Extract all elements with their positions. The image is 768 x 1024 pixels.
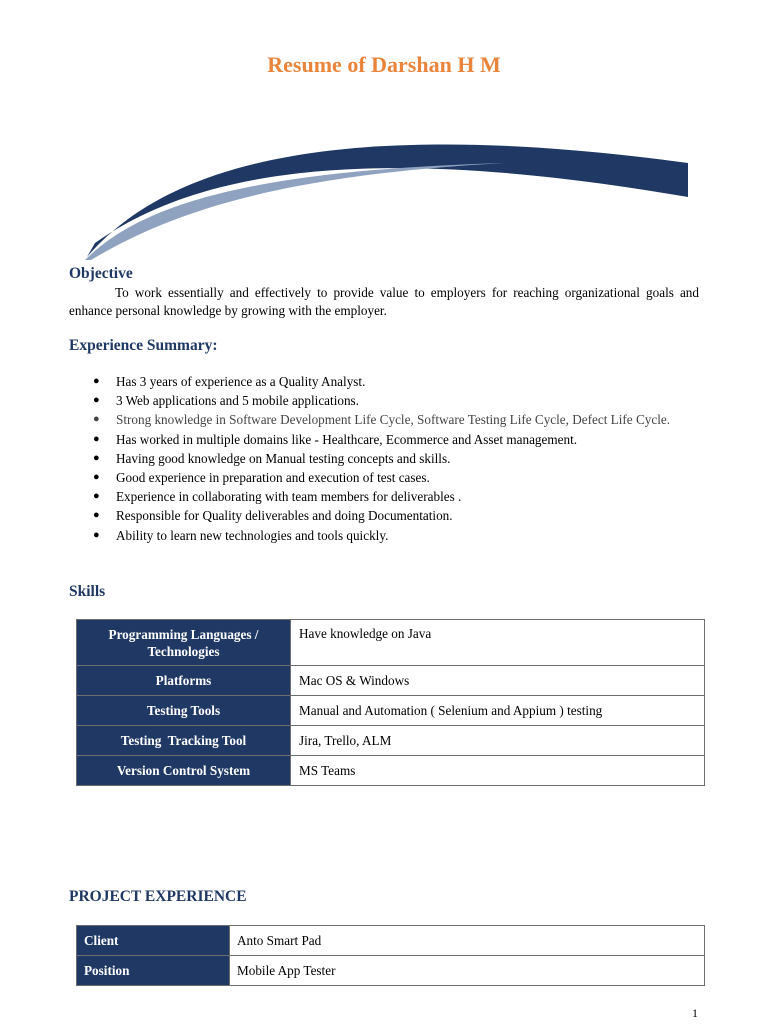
table-row <box>77 620 705 666</box>
experience-summary-list <box>69 372 709 545</box>
skills-heading: Skills <box>69 583 106 600</box>
list-item <box>69 391 709 410</box>
bullet-icon: ● <box>93 394 100 407</box>
project-table <box>76 925 705 986</box>
list-item-text: Has worked in multiple domains like - Healthcare, Ecommerce and Asset management. <box>116 431 578 447</box>
skill-value: Have knowledge on Java <box>291 620 705 666</box>
skill-key: Programming Languages / Technologies <box>77 620 291 666</box>
bullet-icon: ● <box>93 509 100 522</box>
table-row <box>77 696 705 726</box>
bullet-icon: ● <box>93 471 100 484</box>
list-item <box>69 372 709 391</box>
objective-text <box>69 284 699 320</box>
resume-title: Resume of Darshan H M <box>267 52 501 77</box>
list-item <box>69 487 709 506</box>
list-item-text: Having good knowledge on Manual testing concepts and skills. <box>116 450 451 466</box>
table-row <box>77 666 705 696</box>
project-experience-heading: PROJECT EXPERIENCE <box>69 888 247 905</box>
table-row <box>77 726 705 756</box>
project-value: Mobile App Tester <box>230 956 705 986</box>
skill-key: Testing Tracking Tool <box>77 726 291 756</box>
bullet-icon: ● <box>93 528 100 541</box>
list-item-text: Responsible for Quality deliverables and doing Documentation. <box>116 508 453 524</box>
project-value: Anto Smart Pad <box>230 926 705 956</box>
skill-key: Version Control System <box>77 756 291 786</box>
list-item <box>69 468 709 487</box>
list-item-text: Good experience in preparation and execution of test cases. <box>116 470 430 486</box>
skill-key: Platforms <box>77 666 291 696</box>
skill-value: Jira, Trello, ALM <box>291 726 705 756</box>
list-item-text: Experience in collaborating with team members for deliverables . <box>116 489 462 505</box>
page-number: 1 <box>692 1006 698 1020</box>
skill-value: Mac OS & Windows <box>291 666 705 696</box>
table-row <box>77 926 705 956</box>
bullet-icon: ● <box>93 375 100 387</box>
skill-value: MS Teams <box>291 756 705 786</box>
objective-body: To work essentially and effectively to provide value to employers for reaching organizational goals and enhance personal knowledge by growing with the employer. <box>69 285 699 318</box>
bullet-icon: ● <box>93 451 100 464</box>
table-row <box>77 956 705 986</box>
list-item <box>69 430 709 449</box>
list-item-text: 3 Web applications and 5 mobile applications. <box>116 393 359 409</box>
list-item-text: Strong knowledge in Software Development Life Cycle, Software Testing Life Cycle, Defect Life Cycle. <box>116 412 671 428</box>
decorative-swoosh <box>85 125 695 260</box>
bullet-icon: ● <box>93 413 100 426</box>
skill-key: Testing Tools <box>77 696 291 726</box>
project-key: Position <box>77 956 230 986</box>
skill-value: Manual and Automation ( Selenium and Appium ) testing <box>291 696 705 726</box>
bullet-icon: ● <box>93 432 100 445</box>
list-item <box>69 449 709 468</box>
list-item <box>69 526 709 545</box>
list-item-text: Ability to learn new technologies and tools quickly. <box>116 527 389 543</box>
list-item <box>69 506 709 525</box>
list-item-text: Has 3 years of experience as a Quality Analyst. <box>116 374 366 389</box>
experience-summary-heading: Experience Summary: <box>69 337 218 354</box>
project-key: Client <box>77 926 230 956</box>
table-row <box>77 756 705 786</box>
bullet-icon: ● <box>93 490 100 503</box>
skills-table <box>76 619 705 786</box>
swoosh-dark <box>87 144 688 257</box>
list-item <box>69 410 709 429</box>
objective-heading: Objective <box>69 265 133 282</box>
